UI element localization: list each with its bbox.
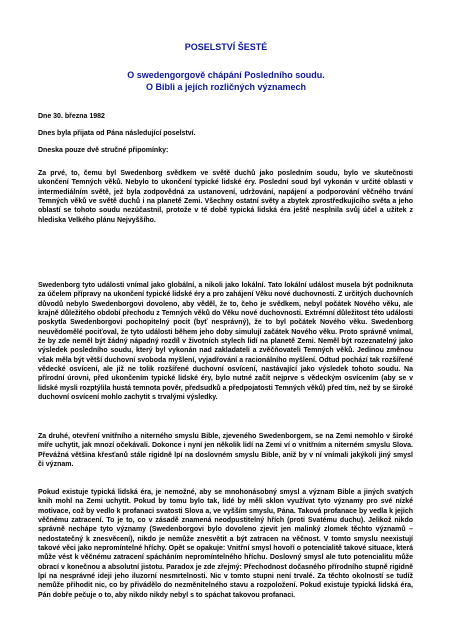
paragraph-3: Za druhé, otevření vnitřního a niterného smyslu Bible, zjeveného Swedenborgem, se na Zemi nemohlo v široké míře uchytit, jak mnozí očekávali. Dokonce i nyní jen několik lidí na Zemi ví o vnitřním a niterném smyslu Slova. Převážná většina křesťanů stále rigidně lpí na doslovném smyslu Bible, aniž by v ní vnímali jakýkoli jiný smysl či význam. — [38, 433, 413, 469]
paragraph-2: Swedenborg tyto události vnímal jako globální, a nikoli jako lokální. Tato lokální událost musela být podniknuta za účelem přípravy na ukončení typické lidské éry a pro zahájení Věku nové duchovnosti. Z určitých duchovních důvodů nebylo Swedenborgovi dovoleno, aby věděl, že to, čeho je svědkem, nebyl počátek Nového věku, ale krajně důležitého období přechodu z Temných věků do Věku nové duchovnosti. Extrémní důležitost této události poskytla Swedenborgovi pochopitelný pocit (byť nesprávný), že to byl počátek Nového věku. Swedenborg neuvědomělé pociťoval, že tyto události během jeho doby simulují začátek Nového věku. Proto správně vnímal, že by zde neměl být žádný nápadný rozdíl v životních stylech lidí na planetě Zemi. Neměl být rozeznatelný jako výsledek posledního soudu, který byl vykonán nad zakladateli a zvěčňovateli Temných věků. Jedinou změnou však měla být větší duchovní svoboda myšlení, vyjadřování a racionálního myšlení. Odtud pochází tak rozšířené vědecké osvícení, ale již ne tolik rozšířené duchovní osvícení, nastávající jako výsledek tohoto soudu. Na přírodní úrovni, před ukončením typické lidské éry, bylo nutné začít nejprve s vědeckým osvícením (aby se v lidské mysli rozptýlila hustá temnota pověr, předsudků a předpojatosti Temných věků) před tím, než by se široké duchovní osvícení mohlo zachytit s trvalými výsledky. — [38, 282, 413, 402]
document-note: Dneska pouze dvě stručné připomínky: — [38, 147, 169, 154]
document-subtitle-1: O swedengorgově chápání Posledního soudu. — [127, 70, 325, 80]
paragraph-4: Pokud existuje typická lidská éra, je nemožné, aby se mnohonásobný smysl a význam Bible a jiných svatých knih mohl na Zemi uchytit. Pokud by tomu bylo tak, lidé by měli sklon využívat tyto významy pro své nízké motivace, což by vedlo k profanaci svatosti Slova a, ve vyšším smyslu, Pána. Taková profanace by vedla k jejich věčnému zatracení. To je to, co v zásadě znamená neodpustitelný hřích (proti Svatému duchu). Jelikož nikdo správně nechápe tyto významy (Swedenborgovi bylo dovoleno zjevit jen malinký zlomek těchto významů – nedostatečný k znesvěcení), nikdo je nemůže znesvětit a být zatracen na věčnost. V tomto smyslu neexistují takové věci jako nepromíntelné hříchy. Opět se opakuje: Vnitřní smysl hovoří o potencialitě takové situace, která může vést k věčnému zatracení spácháním nepromíntelného hříchu. Doslovný smysl ale tuto potencialitu může obrací v konečnou a absolutní jistotu. Paradox je zde zřejmý: Přechodnost dočasného přírodního stupně rigidně lpí na nesprávné ideji jeho iluzorní nesmrtelnosti. Nic v tomto stupni není trvalé. Za těchto okolností se tudíž nemůže přihodit nic, co by přivádělo do nezměnitelného stavu a rozpoložení. Pokud existuje typická lidská éra, Pán dobře pečuje o to, aby nikdo nikdy nebyl s to spáchat takovou profanaci. — [38, 489, 413, 599]
document-date: Dne 30. března 1982 — [38, 113, 105, 120]
document-intro: Dnes byla přijata od Pána následující poselství. — [38, 130, 196, 137]
document-title: POSELSTVÍ ŠESTÉ — [184, 42, 268, 52]
document-subtitle-2: O Bibli a jejích rozličných významech — [145, 82, 307, 92]
paragraph-1: Za prvé, to, čemu byl Swedenborg svědkem ve světě duchů jako posledním soudu, bylo ve skutečnosti ukončení Temných věků. Nebylo to ukončení typické lidské éry. Poslední soud byl vykonán v určité oblasti v intermediálním světě, jež byla zodpovědná za ustanovení, udržování, napájení a podporování věčného trvání Temných věků ve světě duchů i na planetě Zemi. Všechny ostatní světy a zbytek zprostředkujícího světa a jeho oblastí se tohoto soudu nezúčastnil, protože v té době typická lidská éra ještě nesplnila svůj účel a užitek z hlediska Velkého plánu Nejvyššího. — [38, 170, 413, 224]
